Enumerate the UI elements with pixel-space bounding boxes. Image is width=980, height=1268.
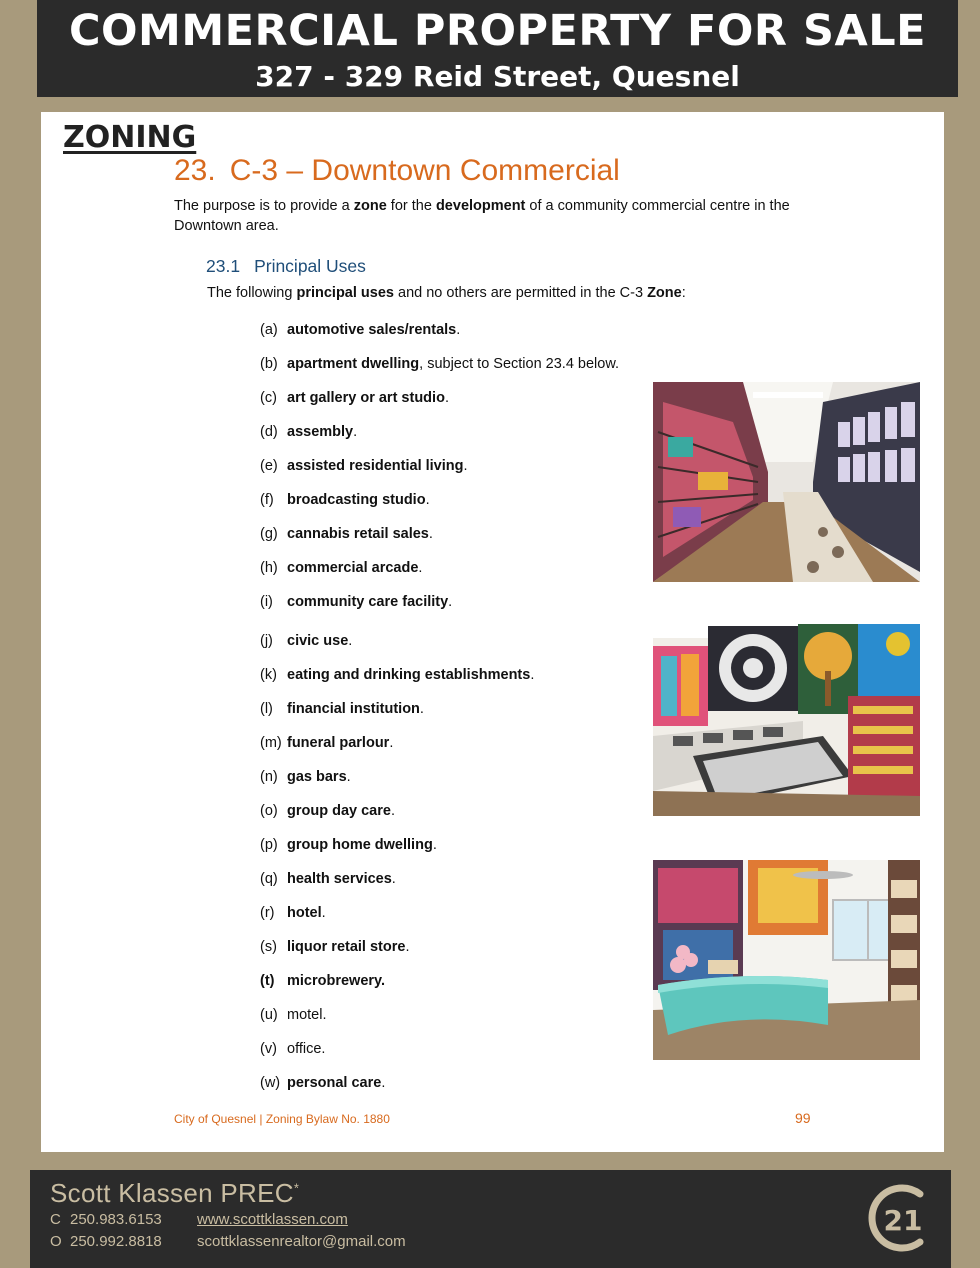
zoning-document xyxy=(41,112,944,1152)
list-item: (l) financial institution. xyxy=(260,701,424,717)
list-item: (p) group home dwelling. xyxy=(260,837,437,853)
subsection-title xyxy=(206,256,366,277)
list-item: (h) commercial arcade. xyxy=(260,560,423,576)
century21-logo-icon xyxy=(868,1180,934,1256)
list-item: (q) health services. xyxy=(260,871,396,887)
list-item: (t) microbrewery. xyxy=(260,973,386,989)
list-item: (j) civic use. xyxy=(260,633,353,649)
office-phone[interactable]: O 250.992.8818 xyxy=(50,1233,162,1250)
list-item: (n) gas bars. xyxy=(260,769,351,785)
list-item: (f) broadcasting studio. xyxy=(260,492,430,508)
list-item: (o) group day care. xyxy=(260,803,395,819)
list-item: (d) assembly. xyxy=(260,424,358,440)
list-item: (g) cannabis retail sales. xyxy=(260,526,433,542)
list-item: (u) motel. xyxy=(260,1007,327,1023)
list-item: (c) art gallery or art studio. xyxy=(260,390,449,406)
list-item: (w) personal care. xyxy=(260,1075,386,1091)
purpose-paragraph: The purpose is to provide a zone for the development of a community commercial centre in the Downtown area. xyxy=(174,198,790,234)
zoning-heading: ZONING xyxy=(63,120,197,155)
list-item: (b) apartment dwelling, subject to Section 23.4 below. xyxy=(260,356,620,372)
list-item: (s) liquor retail store. xyxy=(260,939,410,955)
uses-intro: The following principal uses and no others are permitted in the C-3 Zone: xyxy=(207,285,686,301)
page-header xyxy=(37,0,958,97)
section-title xyxy=(174,154,620,188)
list-item: (r) hotel. xyxy=(260,905,326,921)
subsection-number: 23.1 xyxy=(206,256,241,276)
list-item: (k) eating and drinking establishments. xyxy=(260,667,535,683)
property-address: 327 - 329 Reid Street, Quesnel xyxy=(255,60,740,93)
agent-footer xyxy=(30,1170,951,1268)
list-item: (i) community care facility. xyxy=(260,594,453,610)
section-name: C-3 – Downtown Commercial xyxy=(229,154,620,187)
bylaw-reference: City of Quesnel | Zoning Bylaw No. 1880 xyxy=(174,1112,390,1126)
list-item: (v) office. xyxy=(260,1041,326,1057)
svg-text:21: 21 xyxy=(883,1204,923,1237)
section-number: 23. xyxy=(174,154,216,187)
listing-title: COMMERCIAL PROPERTY FOR SALE xyxy=(68,6,927,56)
email-link[interactable]: scottklassenrealtor@gmail.com xyxy=(197,1233,406,1250)
list-item: (a) automotive sales/rentals. xyxy=(260,322,461,338)
website-link[interactable]: www.scottklassen.com xyxy=(197,1211,348,1228)
store-photo-aisle xyxy=(653,382,920,582)
agent-name: Scott Klassen PREC* xyxy=(50,1178,300,1208)
cell-phone[interactable]: C 250.983.6153 xyxy=(50,1211,162,1228)
store-photo-tapestries xyxy=(653,616,920,816)
list-item: (e) assisted residential living. xyxy=(260,458,468,474)
subsection-name: Principal Uses xyxy=(254,256,366,276)
page-number: 99 xyxy=(795,1110,811,1126)
list-item: (m) funeral parlour. xyxy=(260,735,394,751)
store-photo-counter xyxy=(653,860,920,1060)
